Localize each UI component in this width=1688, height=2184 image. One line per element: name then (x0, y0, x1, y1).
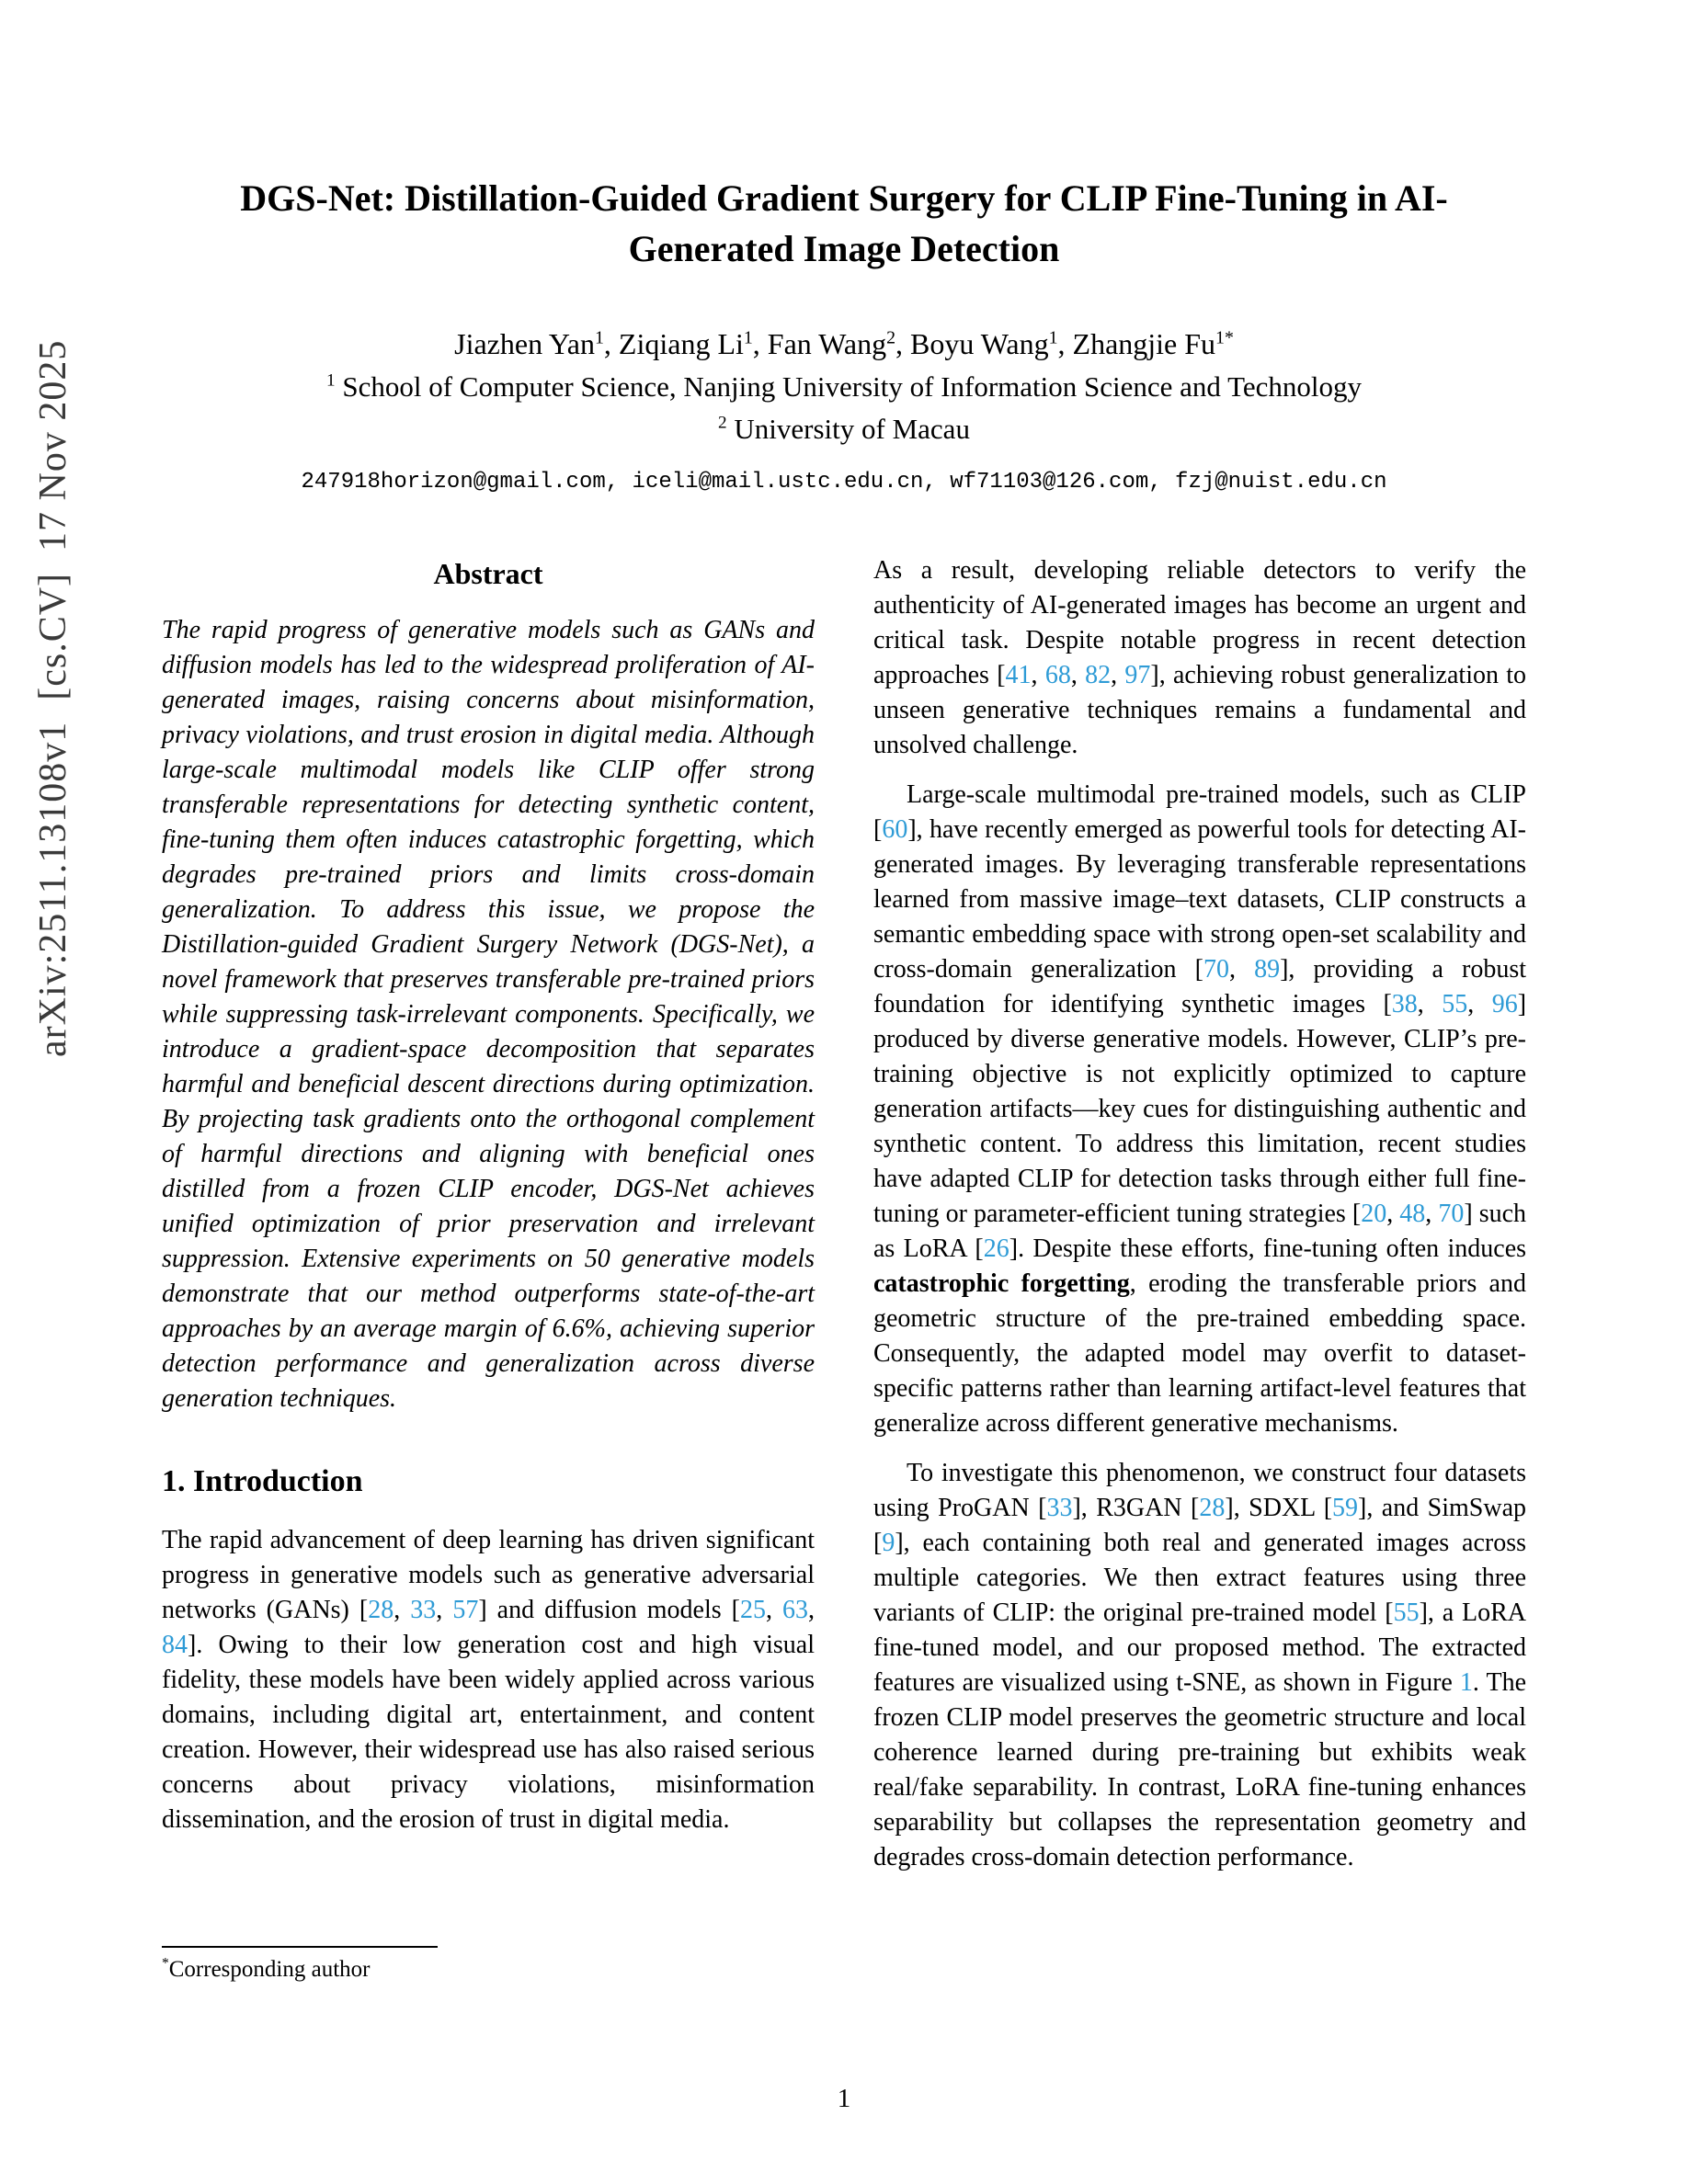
citation-link[interactable]: 55 (1442, 990, 1468, 1018)
citation-link[interactable]: 68 (1044, 661, 1071, 689)
citation-link[interactable]: 48 (1399, 1200, 1426, 1228)
introduction-paragraph-4: To investigate this phenomenon, we construct four datasets using ProGAN [33], R3GAN [28], SDXL [59], and SimSwap [9], each containing both real and generated images across multiple categories. We then extract features using three variants of CLIP: the original pre-trained model [55], a LoRA fine-tuned model, and our proposed method. The extracted features are visualized using t-SNE, as shown in Figure 1. The frozen CLIP model preserves the geometric structure and local coherence learned during pre-training but exhibits weak real/fake separability. In contrast, LoRA fine-tuning enhances separability but collapses the representation geometry and degrades cross-domain detection performance. (873, 1459, 1527, 1871)
citation-link[interactable]: 70 (1203, 955, 1229, 984)
introduction-paragraph-2: As a result, developing reliable detectors to verify the authenticity of AI-generated images has become an urgent and critical task. Despite notable progress in recent detection approaches [41, 68, 82, 97], achieving robust generalization to unseen generative techniques remains a fundamental and unsolved challenge. (873, 556, 1527, 759)
authors-line: Jiazhen Yan$^1$, Ziqiang Li$^1$, Fan Wang$^2$, Boyu Wang$^1$, Zhangjie $Fu^{1*}$ (454, 327, 1234, 360)
section-heading-introduction: 1. Introduction (162, 1464, 363, 1498)
citation-link[interactable]: 41 (1005, 661, 1032, 689)
introduction-paragraph-1: The rapid advancement of deep learning has driven significant progress in generative models such as generative adversarial networks (GANs) [28, 33, 57] and diffusion models [25, 63, 84]. Owing to their low generation cost and high visual fidelity, these models have been widely applied across various domains, including digital art, entertainment, and content creation. However, their widespread use has also raised serious concerns about privacy violations, misinformation dissemination, and the erosion of trust in digital media. (162, 1526, 815, 1834)
superscript: 1 (325, 370, 336, 391)
citation-link[interactable]: 96 (1491, 990, 1518, 1018)
footnote-block (162, 1935, 815, 1983)
bold-text: catastrophic forgetting (873, 1269, 1130, 1298)
superscript: 1* (1215, 327, 1234, 348)
citation-link[interactable]: 57 (452, 1596, 479, 1624)
affiliation-line-1: $^1$ School of Computer Science, Nanjing University of Information Science and Technology (325, 370, 1363, 403)
abstract-body: The rapid progress of generative models such as GANs and diffusion models has led to the widespread proliferation of AI-generated images, raising concerns about misinformation, privacy violations, and trust erosion in digital media. Although large-scale multimodal models like CLIP offer strong transferable representations for detecting synthetic content, fine-tuning them often induces catastrophic forgetting, which degrades pre-trained priors and limits cross-domain generalization. To address this issue, we propose the Distillation-guided Gradient Surgery Network (DGS-Net), a novel framework that preserves transferable pre-trained priors while suppressing task-irrelevant components. Specifically, we introduce a gradient-space decomposition that separates harmful and beneficial descent directions during optimization. By projecting task gradients onto the orthogonal complement of harmful directions and aligning with beneficial ones distilled from a frozen CLIP encoder, DGS-Net achieves unified optimization of prior preservation and irrelevant suppression. Extensive experiments on 50 generative models demonstrate that our method outperforms state-of-the-art approaches by an average margin of 6.6%, achieving superior detection performance and generalization across diverse generation techniques. (162, 616, 815, 1413)
citation-link[interactable]: 97 (1124, 661, 1151, 689)
superscript: 1 (594, 327, 604, 348)
citation-link[interactable]: 25 (739, 1596, 766, 1624)
superscript: * (162, 1955, 169, 1972)
author-emails-line: 247918horizon@gmail.com, iceli@mail.ustc.edu.cn, wf71103@126.com, fzj@nuist.edu.cn (301, 470, 1387, 495)
paper-header (0, 0, 1688, 495)
corresponding-author-note: *Corresponding author (162, 1955, 371, 1982)
left-column (162, 553, 815, 1983)
superscript: 1 (743, 327, 753, 348)
superscript: 1 (1048, 327, 1058, 348)
page-number: 1 (837, 2084, 851, 2113)
citation-link[interactable]: 59 (1332, 1494, 1359, 1522)
two-column-body (0, 553, 1688, 1983)
citation-link[interactable]: 33 (410, 1596, 437, 1624)
arxiv-watermark: arXiv:2511.13108v1 [cs.CV] 17 Nov 2025 (32, 339, 74, 1057)
abstract-section (162, 553, 815, 1431)
abstract-heading: Abstract (433, 557, 543, 590)
citation-link[interactable]: 20 (1361, 1200, 1387, 1228)
superscript: 2 (886, 327, 895, 348)
citation-link[interactable]: 26 (983, 1234, 1009, 1263)
superscript: 2 (718, 413, 727, 433)
citation-link[interactable]: 28 (368, 1596, 394, 1624)
citation-link[interactable]: 82 (1085, 661, 1112, 689)
footnote-rule (162, 1946, 438, 1948)
citation-link[interactable]: 55 (1393, 1598, 1420, 1627)
citation-link[interactable]: 63 (782, 1596, 809, 1624)
citation-link[interactable]: 9 (882, 1529, 895, 1557)
citation-link[interactable]: 28 (1199, 1494, 1226, 1522)
citation-link[interactable]: 33 (1046, 1494, 1073, 1522)
right-column (873, 553, 1526, 1983)
paper-title: DGS-Net: Distillation-Guided Gradient Surgery for CLIP Fine-Tuning in AI-Generated Image Detection (240, 177, 1448, 269)
figure-reference-link[interactable]: 1 (1459, 1668, 1473, 1697)
introduction-paragraph-3: Large-scale multimodal pre-trained models, such as CLIP [60], have recently emerged as powerful tools for detecting AI-generated images. By leveraging transferable representations learned from massive image–text datasets, CLIP constructs a semantic embedding space with strong open-set scalability and cross-domain generalization [70, 89], providing a robust foundation for identifying synthetic images [38, 55, 96] produced by diverse generative models. However, CLIP’s pre-training objective is not explicitly optimized to capture generation artifacts—key cues for distinguishing authentic and synthetic content. To address this limitation, recent studies have adapted CLIP for detection tasks through either full fine-tuning or parameter-efficient tuning strategies [20, 48, 70] such as LoRA [26]. Despite these efforts, fine-tuning often induces catastrophic forgetting, eroding the transferable priors and geometric structure of the pre-trained embedding space. Consequently, the adapted model may overfit to dataset-specific patterns rather than learning artifact-level features that generalize across different generative mechanisms. (873, 780, 1527, 1438)
affiliation-line-2: $^2$ University of Macau (718, 413, 970, 445)
citation-link[interactable]: 89 (1254, 955, 1281, 984)
citation-link[interactable]: 60 (882, 815, 908, 844)
citation-link[interactable]: 38 (1391, 990, 1418, 1018)
citation-link[interactable]: 70 (1438, 1200, 1465, 1228)
citation-link[interactable]: 84 (162, 1631, 188, 1659)
